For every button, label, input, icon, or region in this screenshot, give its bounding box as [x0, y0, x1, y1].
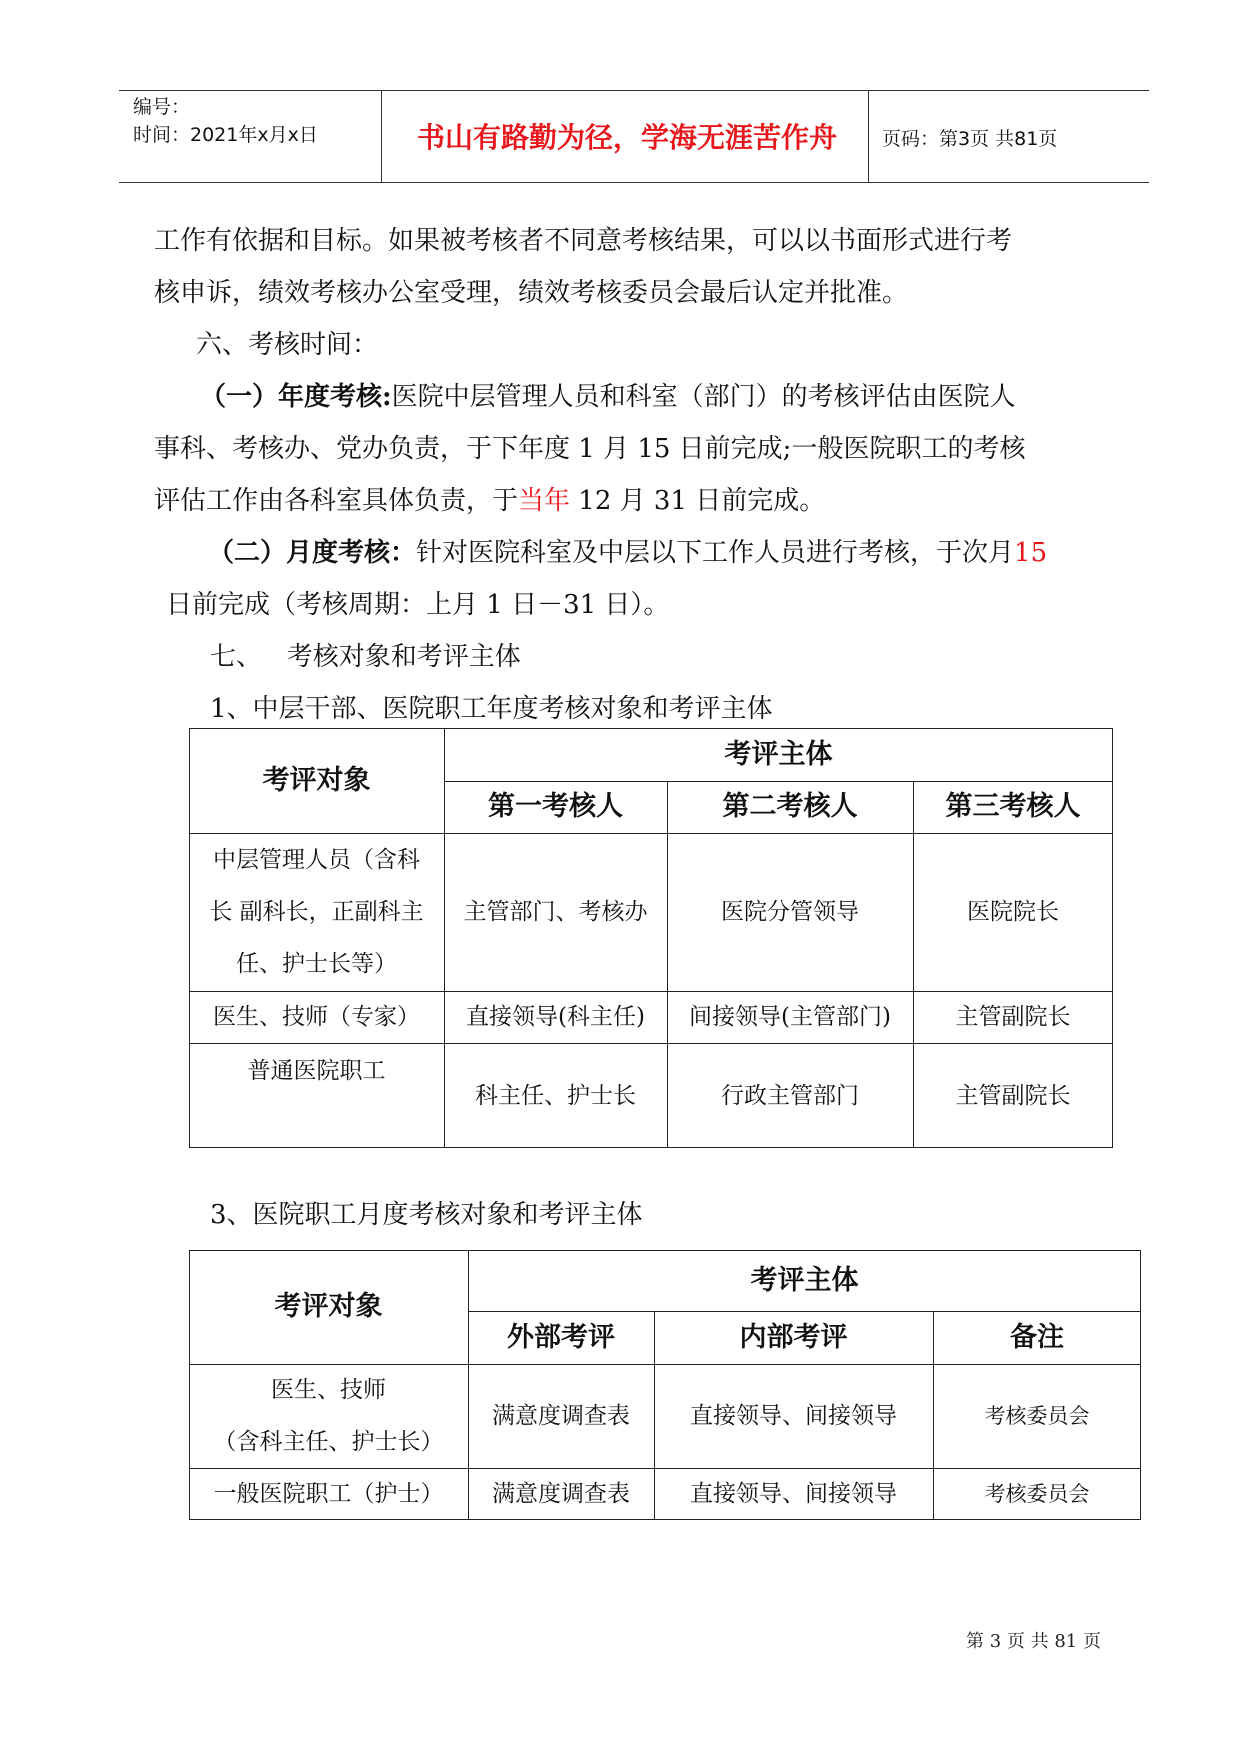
monthly-text: 针对医院科室及中层以下工作人员进行考核，于次月: [416, 538, 1015, 568]
footer-page-number: 第 3 页 共 81 页: [966, 1631, 1101, 1652]
monthly-highlight: 15: [1014, 538, 1048, 568]
table-cell: 直接领导、间接领导: [690, 1403, 897, 1429]
table-cell: 直接领导(科主任): [466, 1004, 645, 1030]
header-meta: [133, 93, 318, 149]
table2-object-header: 考评对象: [274, 1291, 383, 1322]
annual-text-3b: 12 月 31 日前完成。: [570, 486, 826, 516]
table1-col-header: 第三考核人: [945, 791, 1081, 822]
monthly-line-2: 日前完成（考核周期：上月 1 日－31 日）。: [166, 590, 670, 620]
table-cell: 考核委员会: [984, 1404, 1090, 1428]
table2-col-header: 外部考评: [507, 1321, 615, 1353]
annual-highlight: 当年: [518, 486, 571, 516]
table-cell: 满意度调查表: [492, 1403, 630, 1429]
object-line: 医生、技师: [271, 1377, 386, 1403]
table2-title: 3、医院职工月度考核对象和考评主体: [210, 1200, 643, 1230]
header-top-rule: [119, 90, 1149, 91]
table1-col-header: 第一考核人: [488, 791, 623, 822]
table-cell: 间接领导(主管部门): [689, 1004, 891, 1030]
table-cell: 医院分管领导: [721, 899, 859, 925]
paragraph-line: 工作有依据和目标。如果被考核者不同意考核结果，可以以书面形式进行考: [154, 226, 1013, 256]
header-bottom-rule: [119, 182, 1149, 183]
header-page-info: 页码：第3页 共81页: [882, 128, 1058, 150]
annual-line-2: 事科、考核办、党办负责，于下年度 1 月 15 日前完成;一般医院职工的考核: [154, 434, 1026, 464]
monthly-line-1: [208, 536, 1047, 570]
monthly-label: （二）月度考核：: [208, 538, 417, 568]
annual-text-3a: 评估工作由各科室具体负责，于: [154, 486, 519, 516]
annual-line-3: [154, 484, 825, 518]
table-row-object: 医生、技师（专家）: [213, 1004, 420, 1030]
table1-subject-header: 考评主体: [724, 738, 833, 770]
table-cell: 医院院长: [967, 899, 1059, 925]
table2-col-header: 备注: [1010, 1321, 1064, 1353]
annual-line-1: [200, 380, 1016, 414]
table-row-object: [189, 1364, 468, 1468]
object-line: （含科主任、护士长）: [213, 1429, 444, 1455]
object-line: 长 副科长，正副科主: [209, 899, 424, 925]
table-cell: 考核委员会: [984, 1482, 1090, 1506]
section-heading-6: 六、考核时间：: [196, 330, 379, 360]
table-cell: 满意度调查表: [492, 1481, 630, 1507]
header-time-label: 时间：2021年x月x日: [133, 124, 318, 146]
header-motto: 书山有路勤为径，学海无涯苦作舟: [416, 121, 837, 154]
table1-col-header: 第二考核人: [722, 791, 858, 822]
annual-text: 医院中层管理人员和科室（部门）的考核评估由医院人: [391, 382, 1016, 412]
table-cell: 科主任、护士长: [475, 1082, 636, 1109]
table-cell: 主管副院长: [955, 1004, 1071, 1030]
table-row-object: [189, 833, 444, 991]
table-row-object: 一般医院职工（护士）: [213, 1481, 444, 1507]
table2-col-header: 内部考评: [739, 1321, 848, 1353]
paragraph-line: 核申诉，绩效考核办公室受理，绩效考核委员会最后认定并批准。: [154, 278, 909, 308]
table1-title: 1、中层干部、医院职工年度考核对象和考评主体: [210, 694, 773, 724]
object-line: 任、护士长等）: [236, 951, 397, 977]
annual-label: （一）年度考核:: [200, 382, 392, 412]
table-cell: 主管副院长: [955, 1082, 1071, 1109]
header-number-label: 编号：: [133, 96, 191, 118]
table2-subject-header: 考评主体: [750, 1264, 859, 1296]
object-line: 中层管理人员（含科: [213, 847, 420, 873]
table-row-object: 普通医院职工: [247, 1058, 386, 1084]
table-cell: 行政主管部门: [721, 1082, 859, 1109]
table1-object-header: 考评对象: [262, 764, 371, 796]
table-cell: 主管部门、考核办: [463, 899, 648, 925]
table-cell: 直接领导、间接领导: [690, 1481, 897, 1507]
section-heading-7: 七、 考核对象和考评主体: [210, 642, 521, 672]
